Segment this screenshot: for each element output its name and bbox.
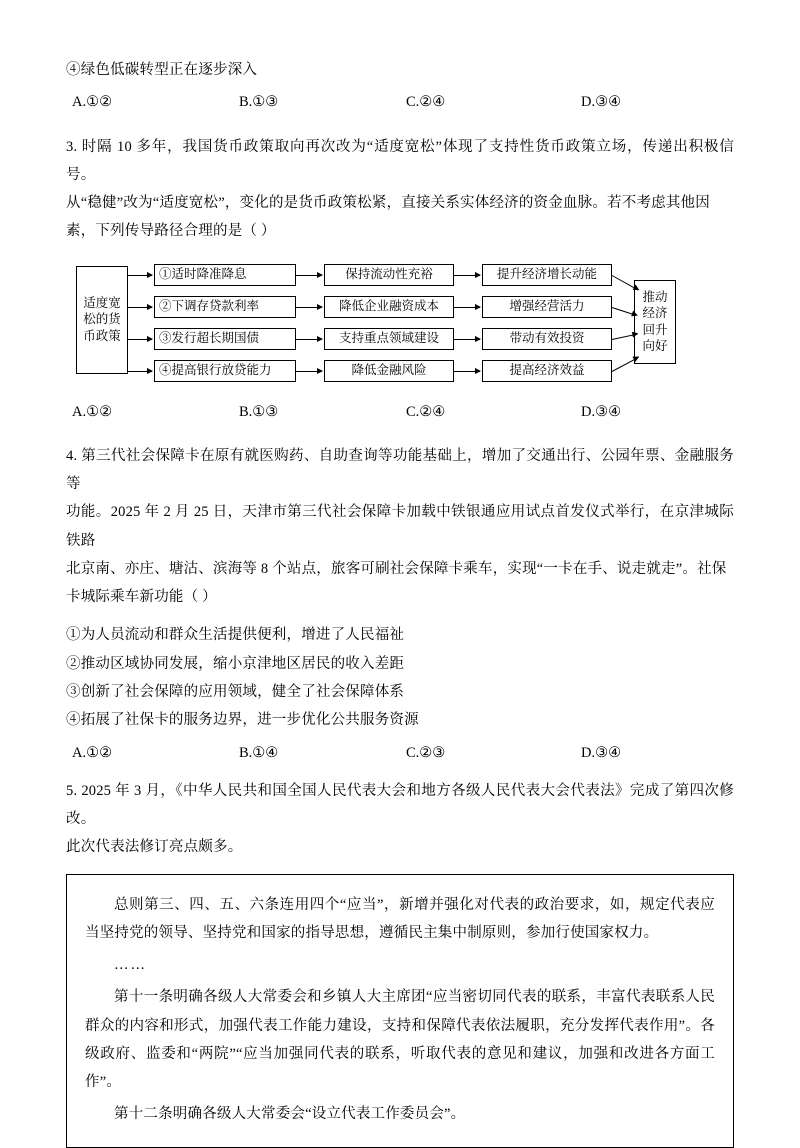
q5-number: 5. [66,782,78,799]
q3-line-3: 素，下列传导路径合理的是（ ） [66,223,276,240]
arrow-1-to-2-row1 [296,275,322,276]
diagram-col2-box-3 [324,328,454,350]
q4-number: 4. [66,447,78,464]
law-paragraph-1: 总则第三、四、五、六条连用四个“应当”，新增并强化对代表的政治要求，如，规定代表应当坚持党的领导、坚持党和国家的指导思想，遵循民主集中制原则，参加行使国家权力。 [85,896,715,941]
diagram-col3-label-4: 提高经济效益 [509,362,585,377]
q2-option-c[interactable]: C.②④ [406,94,446,111]
q3-option-c[interactable]: C.②④ [406,403,446,420]
diagram-col3-label-1: 提升经济增长动能 [496,266,597,281]
arrow-source-to-1 [128,275,152,276]
arrow-source-to-2 [128,307,152,308]
q4-option-d[interactable]: D.③④ [581,744,622,761]
diagram-col2-label-3: 支持重点领域建设 [338,330,439,345]
arrow-2-to-3-row1 [454,275,480,276]
diagram-col2-box-2 [324,296,454,318]
q3-line-2: 从“稳健”改为“适度宽松”，变化的是货币政策松紧，直接关系实体经济的资金血脉。若不考虑其他因 [66,195,710,212]
q4-line-3: 北京南、亦庄、塘沽、滨海等 8 个站点，旅客可刷社会保障卡乘车，实现“一卡在手、说走就走”。社保 [66,560,727,577]
arrow-2-to-3-row4 [454,371,480,372]
arrow-1-to-2-row3 [296,339,322,340]
diagram-col3-box-1 [482,264,612,286]
diagram-col3-label-3: 带动有效投资 [509,330,585,345]
q3-option-d[interactable]: D.③④ [581,403,622,420]
q4-line-4: 卡城际乘车新功能（ ） [66,589,217,606]
arrow-2-to-3-row2 [454,307,480,308]
q4-text-1: 第三代社会保障卡在原有就医购药、自助查询等功能基础上，增加了交通出行、公园年票、金融服务等 [66,447,735,493]
arrow-source-to-3 [128,339,152,340]
q2-options-row [66,88,734,116]
arrow-1-to-2-row2 [296,307,322,308]
diagram-col3-box-3 [482,328,612,350]
q3-option-b[interactable]: B.①③ [239,403,279,420]
diagram-col2-label-1: 保持流动性充裕 [345,266,433,281]
q4-line-2: 功能。2025 年 2 月 25 日，天津市第三代社会保障卡加载中铁银通应用试点首发仪式举行，在京津城际铁路 [66,504,734,549]
diagram-col3-label-2: 增强经营活力 [509,298,585,313]
diagram-source-label: 适度宽松的货币政策 [83,296,121,343]
diagram-col1-label-1: ①适时降准降息 [159,266,247,281]
diagram-col2-label-4: 降低金融风险 [351,362,427,377]
arrow-2-to-3-row3 [454,339,480,340]
arrow-3-to-result-row4 [612,357,639,372]
diagram-source-box [76,266,128,374]
spacer [66,117,734,133]
diagram-col3-box-2 [482,296,612,318]
diagram-col1-label-2: ②下调存贷款利率 [159,298,260,313]
q3-number: 3. [66,138,78,155]
q5-line-1 [66,777,734,834]
q4-options-row [66,739,734,767]
diagram-result-box [634,280,676,364]
spacer [66,767,734,777]
law-excerpt-box [66,874,734,1148]
spacer [66,611,734,621]
q4-line-1 [66,442,734,499]
q4-option-a[interactable]: A.①② [72,744,113,761]
q2-option-b[interactable]: B.①③ [239,94,279,111]
q3-text-1: 时隔 10 多年，我国货币政策取向再次改为“适度宽松”体现了支持性货币政策立场，传递出积极信号。 [66,138,735,183]
arrow-1-to-2-row4 [296,371,322,372]
diagram-col2-label-2: 降低企业融资成本 [338,298,439,313]
diagram-col1-box-1 [154,264,296,286]
law-ellipsis: …… [114,957,147,974]
diagram-col1-box-2 [154,296,296,318]
q4-option-c[interactable]: C.②③ [406,744,446,761]
q4-item-3: ③创新了社会保障的应用领域，健全了社会保障体系 [66,683,405,700]
diagram-col1-label-4: ④提高银行放贷能力 [159,362,272,377]
diagram-col3-box-4 [482,360,612,382]
q3-line-1 [66,133,734,190]
diagram-col2-box-1 [324,264,454,286]
q4-option-b[interactable]: B.①④ [239,744,279,761]
q4-item-2: ②推动区域协同发展，缩小京津地区居民的收入差距 [66,655,405,672]
monetary-policy-flow-diagram [76,258,676,390]
diagram-col1-box-4 [154,360,296,382]
q2-option-a[interactable]: A.①② [72,94,113,111]
spacer [66,426,734,442]
law-paragraph-3: 第十二条明确各级人大常委会“设立代表工作委员会”。 [114,1106,466,1123]
arrow-source-to-4 [128,371,152,372]
q5-text-1: 2025 年 3 月，《中华人民共和国全国人民代表大会和地方各级人民代表大会代表法》完成了第四次修改。 [66,782,735,828]
diagram-col1-label-3: ③发行超长期国债 [159,330,260,345]
q5-line-2: 此次代表法修订亮点颇多。 [66,839,243,856]
q2-option-d[interactable]: D.③④ [581,94,622,111]
q3-options-row [66,398,734,426]
diagram-col2-box-4 [324,360,454,382]
law-paragraph-2: 第十一条明确各级人大常委会和乡镇人大主席团“应当密切同代表的联系，丰富代表联系人民群众的内容和形式，加强代表工作能力建设，支持和保障代表依法履职，充分发挥代表作用”。各级政府、监委和“两院”“应当加强同代表的联系，听取代表的意见和建议，加强和改进各方面工作”。 [85,989,715,1091]
diagram-col1-box-3 [154,328,296,350]
q4-item-1: ①为人员流动和群众生活提供便利，增进了人民福祉 [66,627,405,644]
top-fragment-line: ④绿色低碳转型正在逐步深入 [66,62,258,78]
q4-item-4: ④拓展了社保卡的服务边界，进一步优化公共服务资源 [66,712,419,729]
q3-option-a[interactable]: A.①② [72,403,113,420]
diagram-result-label: 推动经济回升向好 [642,290,668,353]
